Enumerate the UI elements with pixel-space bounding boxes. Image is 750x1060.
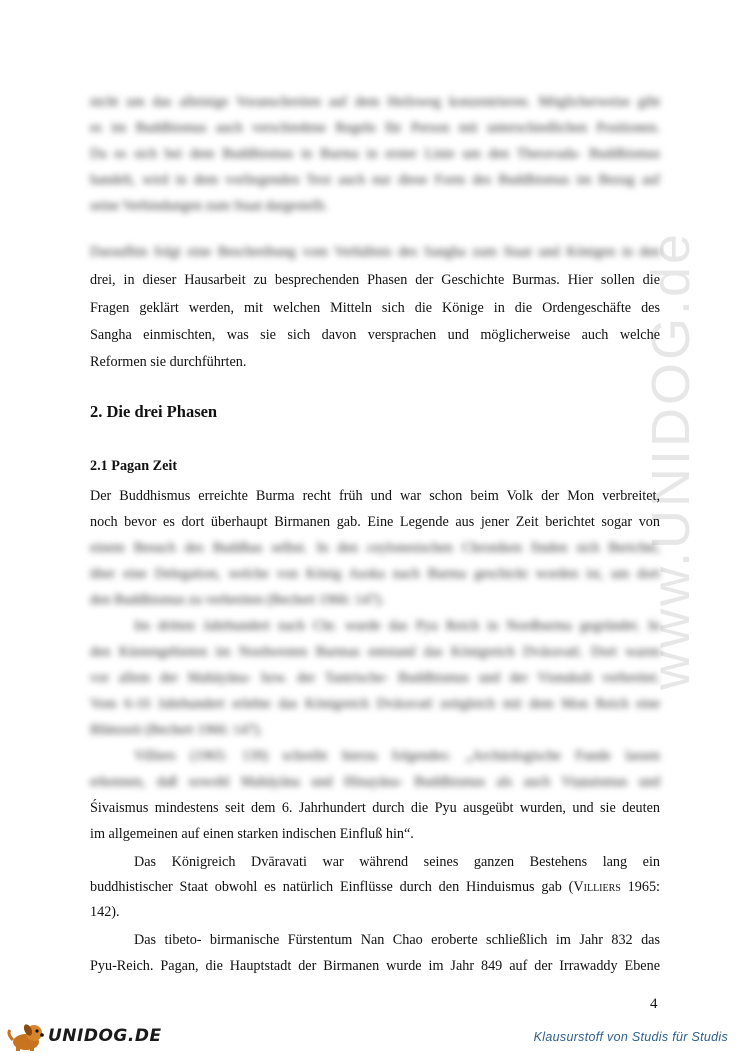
- paragraph-line: Das Königreich Dvāravati war während seines ganzen Bestehens lang ein: [134, 854, 660, 870]
- blurred-text-line: Blütezeit (Bechert 1966: 147).: [90, 722, 263, 738]
- dog-mascot-icon: [4, 1020, 48, 1052]
- blurred-text-line: Vom 6-10 Jahrhundert erlebte das Königreich Dvāravatī zeitgleich mit dem Mon Reich eine: [90, 696, 660, 712]
- blurred-text-line: den Buddhismus zu verbreiten (Bechert 1966: 147).: [90, 592, 385, 608]
- paragraph-line: buddhistischer Staat obwohl es natürlich Einflüsse durch den Hinduismus gab (Villiers 1965:: [90, 879, 660, 895]
- document-page: www.UNIDOG.de nicht um das alleinige Voranschreiten auf dem Heilsweg konzentrieren. Möglicherweise gibt es im Buddhismus auch verschiedene Regeln für Person mit unterschiedlichen Positionen. Da es sich bei dem Buddhismus in Burma in erster Linie um den Theravada- Buddhismus handelt, wird in dem vorliegenden Text auch nur diese Form des Buddhismus im Bezug auf seine Verbindungen zum Staat dargestellt. Daraufhin folgt eine Beschreibung vom Verhältnis des Sangha zum Staat und Königen in den drei, in dieser Hausarbeit zu besprechenden Phasen der Geschichte Burmas. Hier sollen die Fragen geklärt werden, mit welchen Mitteln sich die Könige in die Ordengeschäfte des Sangha einmischten, was sie sich davon versprachen und möglicherweise auch welche Reformen sie durchführten. 2. Die drei Phasen 2.1 Pagan Zeit Der Buddhismus erreichte Burma recht früh und war schon beim Volk der Mon verbreitet, noch bevor es dort überhaupt Birmanen gab. Eine Legende aus jener Zeit berichtet sogar von einem Besuch des Buddhas selbst. In den ceylonesischen Chroniken finden sich Berichte, über eine Delegation, welche von König Asoka nach Burma geschickt worden ist, um dort den Buddhismus zu verbreiten (Bechert 1966: 147). Im dritten Jahrhundert nach Chr. wurde das Pyu Reich in Nordburma gegründet. In den Küstengebieten im Nordwesten Burmas entstand das Königreich Dvāravatī. Dort waren vor allem der Mahāyāna- bzw. der Tantrische- Buddhismus und der Visnukult verbreitet. Vom 6-10 Jahrhundert erlebte das Königreich Dvāravatī zeitgleich mit dem Mon Reich eine Blütezeit (Bechert 1966: 147). Villiers (1965: 139) schreibt hierzu folgendes: „Archäologische Funde lassen erkennen, daß sowohl Mahāyāna und Hīnayāna- Buddhismus als auch Viṣṇuismus und Śivaismus mindestens seit dem 6. Jahrhundert durch die Pyu ausgeübt wurden, und sie deuten im allgemeinen auf einen starken indischen Einfluß hin“. Das Königreich Dvāravati war während seines ganzen Bestehens lang ein buddhistischer Staat obwohl es natürlich Einflüsse durch den Hinduismus gab (Villiers 1965: 142). Das tibeto- birmanische Fürstentum Nan Chao eroberte schließlich im Jahr 832 das Pyu-Reich. Pagan, die Hauptstadt der Birmanen wurde im Jahr 849 auf der Irrawaddy Ebene 4 UNIDOG.DE Klausurstoff von Studis für Studis: [0, 0, 750, 1060]
- blurred-text-line: es im Buddhismus auch verschiedene Regeln für Person mit unterschiedlichen Positionen.: [90, 120, 660, 136]
- blurred-text-line: vor allem der Mahāyāna- bzw. der Tantrische- Buddhismus und der Visnukult verbreitet.: [90, 670, 660, 686]
- blurred-text-line: handelt, wird in dem vorliegenden Text auch nur diese Form des Buddhismus im Bezug auf: [90, 172, 660, 188]
- paragraph-line: Pyu-Reich. Pagan, die Hauptstadt der Birmanen wurde im Jahr 849 auf der Irrawaddy Ebene: [90, 958, 660, 974]
- paragraph-line: im allgemeinen auf einen starken indischen Einfluß hin“.: [90, 826, 414, 842]
- unidog-logo[interactable]: UNIDOG.DE: [4, 1022, 164, 1052]
- blurred-text-line: Daraufhin folgt eine Beschreibung vom Verhältnis des Sangha zum Staat und Königen in den: [90, 244, 660, 260]
- blurred-text-line: nicht um das alleinige Voranschreiten auf dem Heilsweg konzentrieren. Möglicherweise gibt: [90, 94, 660, 110]
- paragraph-line: drei, in dieser Hausarbeit zu besprechenden Phasen der Geschichte Burmas. Hier sollen die: [90, 272, 660, 288]
- paragraph-line: Reformen sie durchführten.: [90, 354, 247, 370]
- paragraph-line: Das tibeto- birmanische Fürstentum Nan Chao eroberte schließlich im Jahr 832 das: [134, 932, 660, 948]
- blurred-text-line: erkennen, daß sowohl Mahāyāna und Hīnayāna- Buddhismus als auch Viṣṇuismus und: [90, 774, 660, 790]
- footer-tagline: Klausurstoff von Studis für Studis: [533, 1030, 728, 1044]
- blurred-text-line: einem Besuch des Buddhas selbst. In den ceylonesischen Chroniken finden sich Berichte,: [90, 540, 660, 556]
- blurred-text-line: seine Verbindungen zum Staat dargestellt.: [90, 198, 328, 214]
- blurred-text-line: Da es sich bei dem Buddhismus in Burma in erster Linie um den Theravada- Buddhismus: [90, 146, 660, 162]
- subsection-heading: 2.1 Pagan Zeit: [90, 458, 178, 474]
- paragraph-line: Sangha einmischten, was sie sich davon versprachen und möglicherweise auch welche: [90, 327, 660, 343]
- blurred-text-line: Im dritten Jahrhundert nach Chr. wurde das Pyu Reich in Nordburma gegründet. In: [134, 618, 660, 634]
- blurred-text-line: den Küstengebieten im Nordwesten Burmas entstand das Königreich Dvāravatī. Dort waren: [90, 644, 660, 660]
- paragraph-line: Śivaismus mindestens seit dem 6. Jahrhundert durch die Pyu ausgeübt wurden, und sie deuten: [90, 800, 660, 816]
- section-heading: 2. Die drei Phasen: [90, 402, 218, 421]
- paragraph-line: Fragen geklärt werden, mit welchen Mitteln sich die Könige in die Ordengeschäfte des: [90, 300, 660, 316]
- blurred-text-line: über eine Delegation, welche von König Asoka nach Burma geschickt worden ist, um dort: [90, 566, 660, 582]
- paragraph-line: Der Buddhismus erreichte Burma recht früh und war schon beim Volk der Mon verbreitet,: [90, 488, 660, 504]
- paragraph-line: 142).: [90, 904, 120, 920]
- blurred-text-line: Villiers (1965: 139) schreibt hierzu folgendes: „Archäologische Funde lassen: [134, 748, 660, 764]
- paragraph-line: noch bevor es dort überhaupt Birmanen gab. Eine Legende aus jener Zeit berichtet sogar von: [90, 514, 660, 530]
- page-number: 4: [650, 996, 658, 1012]
